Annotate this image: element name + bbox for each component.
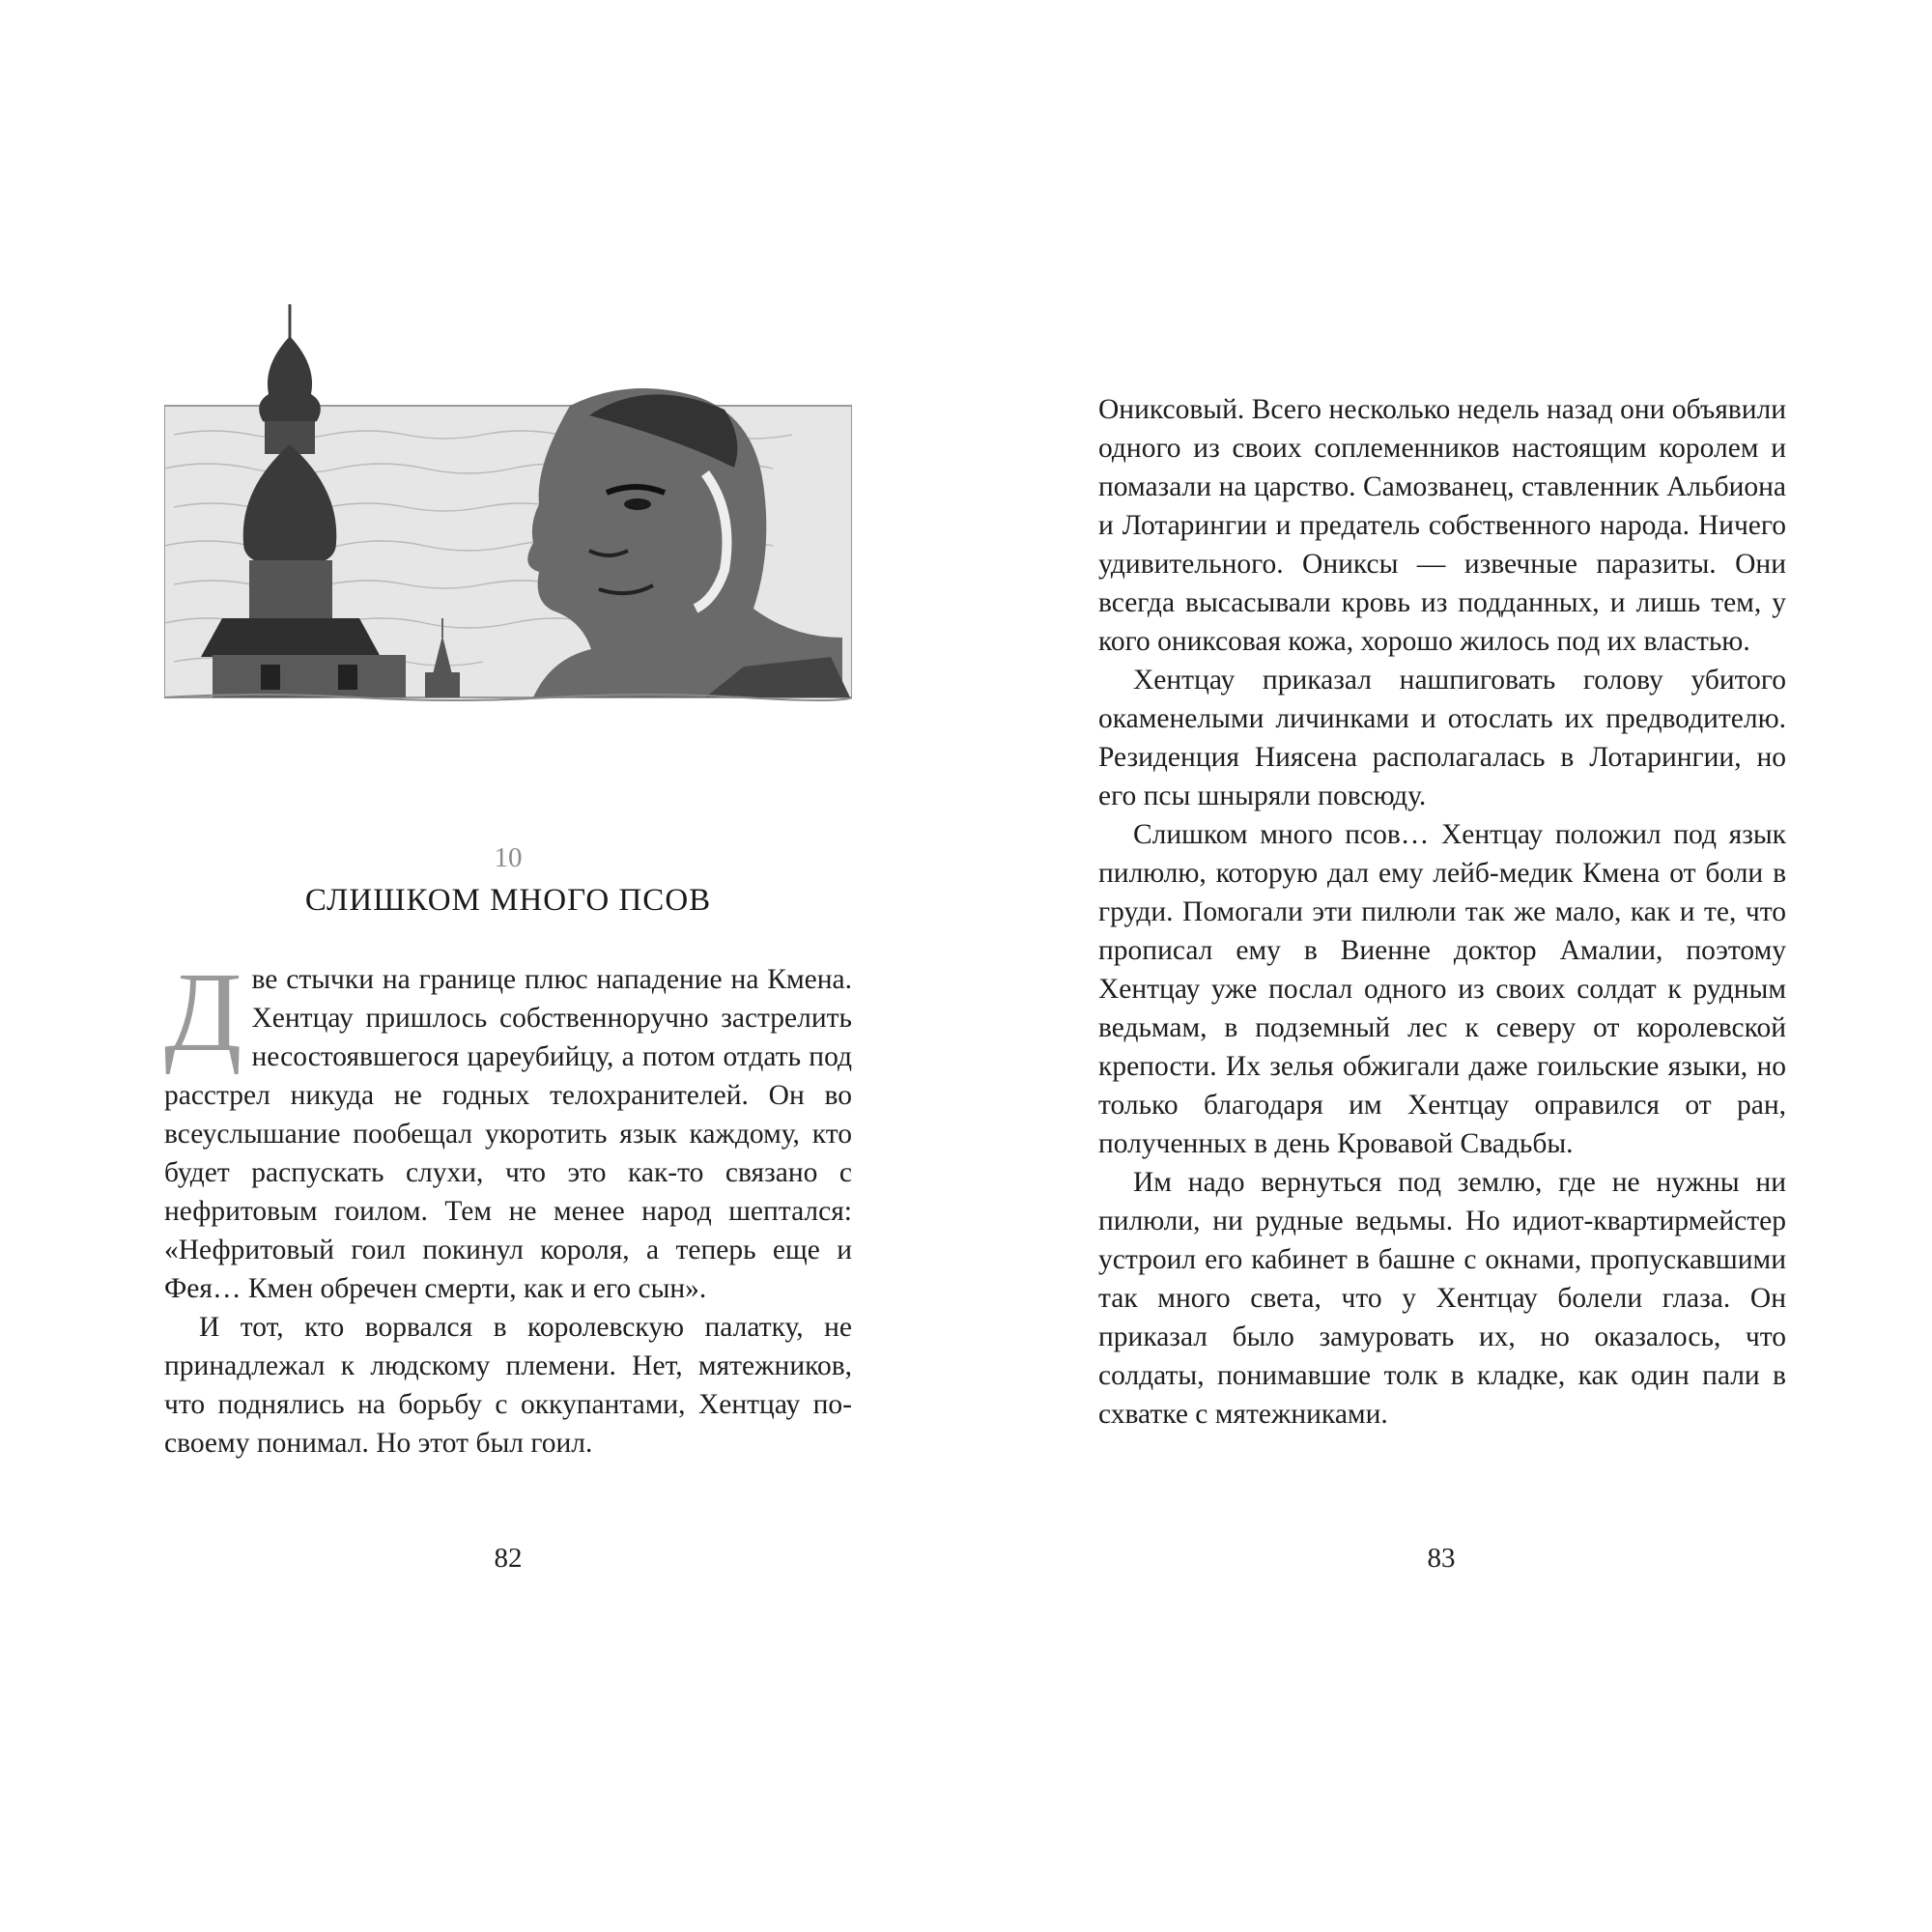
dropcap: Д bbox=[164, 949, 242, 1075]
page-number: 82 bbox=[494, 1543, 523, 1574]
page-number: 83 bbox=[1427, 1543, 1456, 1574]
paragraph: Слишком много псов… Хентцау положил под язык пилюлю, которую дал ему лейб-медик Кмена от боли в груди. Помогали эти пилюли так же мало, как и те, что прописал ему в Виенне доктор Амалии, поэтому Хентцау уже послал одного из своих солдат к рудным ведьмам, в подземный лес к северу от королевской крепости. Их зелья обжигали даже гоильские языки, но только благодаря им Хентцау оправился от ран, полученных в день Кровавой Свадьбы. bbox=[1098, 819, 1786, 1159]
right-page-text bbox=[1098, 390, 1786, 1434]
paragraph: И тот, кто ворвался в королевскую палатку, не принадлежал к людскому племени. Нет, мятежников, что поднялись на борьбу с оккупантами, Хентцау по-своему понимал. Но этот был гоил. bbox=[164, 1312, 852, 1459]
paragraph: Ониксовый. Всего несколько недель назад они объявили одного из своих соплеменников настоящим королем и помазали на царство. Самозванец, ставленник Альбиона и Лотарингии и предатель собственного народа. Ничего удивительного. Ониксы — извечные паразиты. Они всегда высасывали кровь из подданных, и лишь тем, у кого ониксовая кожа, хорошо жилось под их властью. bbox=[1098, 394, 1786, 657]
left-page-text bbox=[164, 949, 852, 1463]
paragraph-text: ве стычки на границе плюс нападение на Кмена. Хентцау пришлось собственноручно застрелить несостоявшегося цареубийцу, а потом отдать под расстрел никуда не годных телохранителей. Он во всеуслышание пообещал укоротить язык каждому, кто будет распускать слухи, что это как-то связано с нефритовым гоилом. Тем не менее народ шептался: «Нефритовый гоил покинул короля, а теперь еще и Фея… Кмен обречен смерти, как и его сын». bbox=[164, 964, 852, 1304]
paragraph bbox=[164, 949, 852, 1308]
paragraph: Хентцау приказал нашпиговать голову убитого окаменелыми личинками и отослать их предводителю. Резиденция Ниясена располагалась в Лотарингии, но его псы шныряли повсюду. bbox=[1098, 665, 1786, 811]
chapter-illustration bbox=[164, 299, 852, 715]
paragraph: Им надо вернуться под землю, где не нужны ни пилюли, ни рудные ведьмы. Но идиот-квартирмейстер устроил его кабинет в башне с окнами, пропускавшими так много света, что у Хентцау болели глаза. Он приказал было замуровать их, но оказалось, что солдаты, понимавшие толк в кладке, как один пали в схватке с мятежниками. bbox=[1098, 1167, 1786, 1430]
chapter-title: СЛИШКОМ МНОГО ПСОВ bbox=[304, 883, 712, 918]
chapter-number: 10 bbox=[494, 842, 523, 873]
